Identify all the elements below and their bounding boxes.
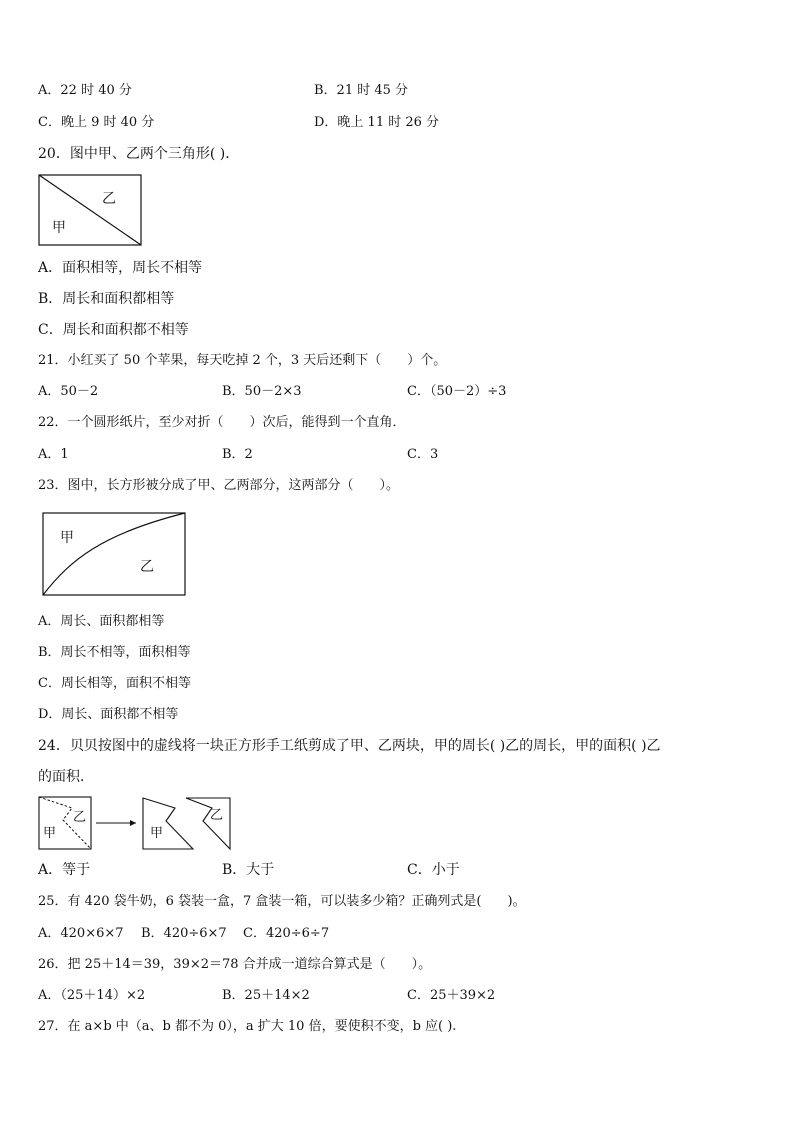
q23-option-d: D．周长、面积都不相等 [38,707,179,722]
q24-option-c: C．小于 [407,862,460,878]
q23-label-yi: 乙 [140,559,154,575]
q23-rectangle [43,513,185,595]
q25-option-c: C．420÷6÷7 [243,926,330,941]
q20-option-b: B．周长和面积都相等 [38,291,175,307]
q26-stem: 26．把 25＋14＝39，39×2＝78 合并成一道综合算式是（ ）。 [38,957,432,972]
q20-figure [38,174,144,248]
q22-stem: 22．一个圆形纸片，至少对折（ ）次后，能得到一个直角． [38,415,406,430]
q21-option-c: C．（50－2）÷3 [407,384,507,399]
q26-option-b: B．25＋14×2 [222,988,310,1003]
q19-option-d: D．晚上 11 时 26 分 [314,115,440,130]
q22-option-a: A．1 [38,447,69,462]
q23-label-jia: 甲 [60,530,74,546]
q22-option-b: B．2 [222,447,253,462]
q19-option-c: C．晚上 9 时 40 分 [38,115,155,130]
q24-arrow-head [130,820,136,826]
q20-option-c: C．周长和面积都不相等 [38,322,189,338]
q21-option-b: B．50－2×3 [222,384,302,399]
q24-option-a: A．等于 [38,862,91,878]
q25-option-b: B．420÷6×7 [141,926,227,941]
q24-figure [38,796,233,852]
q21-stem: 21．小红买了 50 个苹果，每天吃掉 2 个，3 天后还剩下（ ）个。 [38,353,447,368]
q23-stem: 23．图中，长方形被分成了甲、乙两部分，这两部分（ ）。 [38,478,400,493]
q23-option-c: C．周长相等，面积不相等 [38,676,191,691]
q24-stem-line-1: 24．贝贝按图中的虚线将一块正方形手工纸剪成了甲、乙两块，甲的周长( )乙的周长，甲的面积( )乙 [38,738,661,754]
q24-option-b: B．大于 [222,862,275,878]
q24-label-yi: 乙 [73,810,87,825]
q19-option-b: B．21 时 45 分 [314,83,409,98]
q23-option-b: B．周长不相等，面积相等 [38,645,191,660]
q25-option-a: A．420×6×7 [38,926,124,941]
q24-label-yi-cut: 乙 [210,808,224,823]
q24-stem-line-2: 的面积． [38,769,94,785]
q20-option-a: A．面积相等，周长不相等 [38,260,203,276]
q20-stem: 20．图中甲、乙两个三角形( )． [38,146,240,162]
q24-label-jia: 甲 [43,826,57,841]
q24-piece-yi [186,798,230,849]
q20-label-jia: 甲 [52,220,66,236]
q22-option-c: C．3 [407,447,439,462]
q24-label-jia-cut: 甲 [150,826,164,841]
q24-piece-jia [143,798,193,849]
q21-option-a: A．50－2 [38,384,99,399]
q23-curve [43,513,185,595]
q27-stem: 27．在 a×b 中（a、b 都不为 0），a 扩大 10 倍，要使积不变，b 应( ). [38,1019,457,1034]
q23-figure [42,512,188,598]
q25-stem: 25．有 420 袋牛奶，6 袋装一盒，7 盒装一箱，可以装多少箱？正确列式是( )。 [38,894,526,909]
q19-option-a: A．22 时 40 分 [38,83,132,98]
q26-option-a: A．（25＋14）×2 [38,988,146,1003]
q26-option-c: C．25＋39×2 [407,988,496,1003]
q23-option-a: A．周长、面积都相等 [38,614,165,629]
q20-label-yi: 乙 [102,191,116,207]
